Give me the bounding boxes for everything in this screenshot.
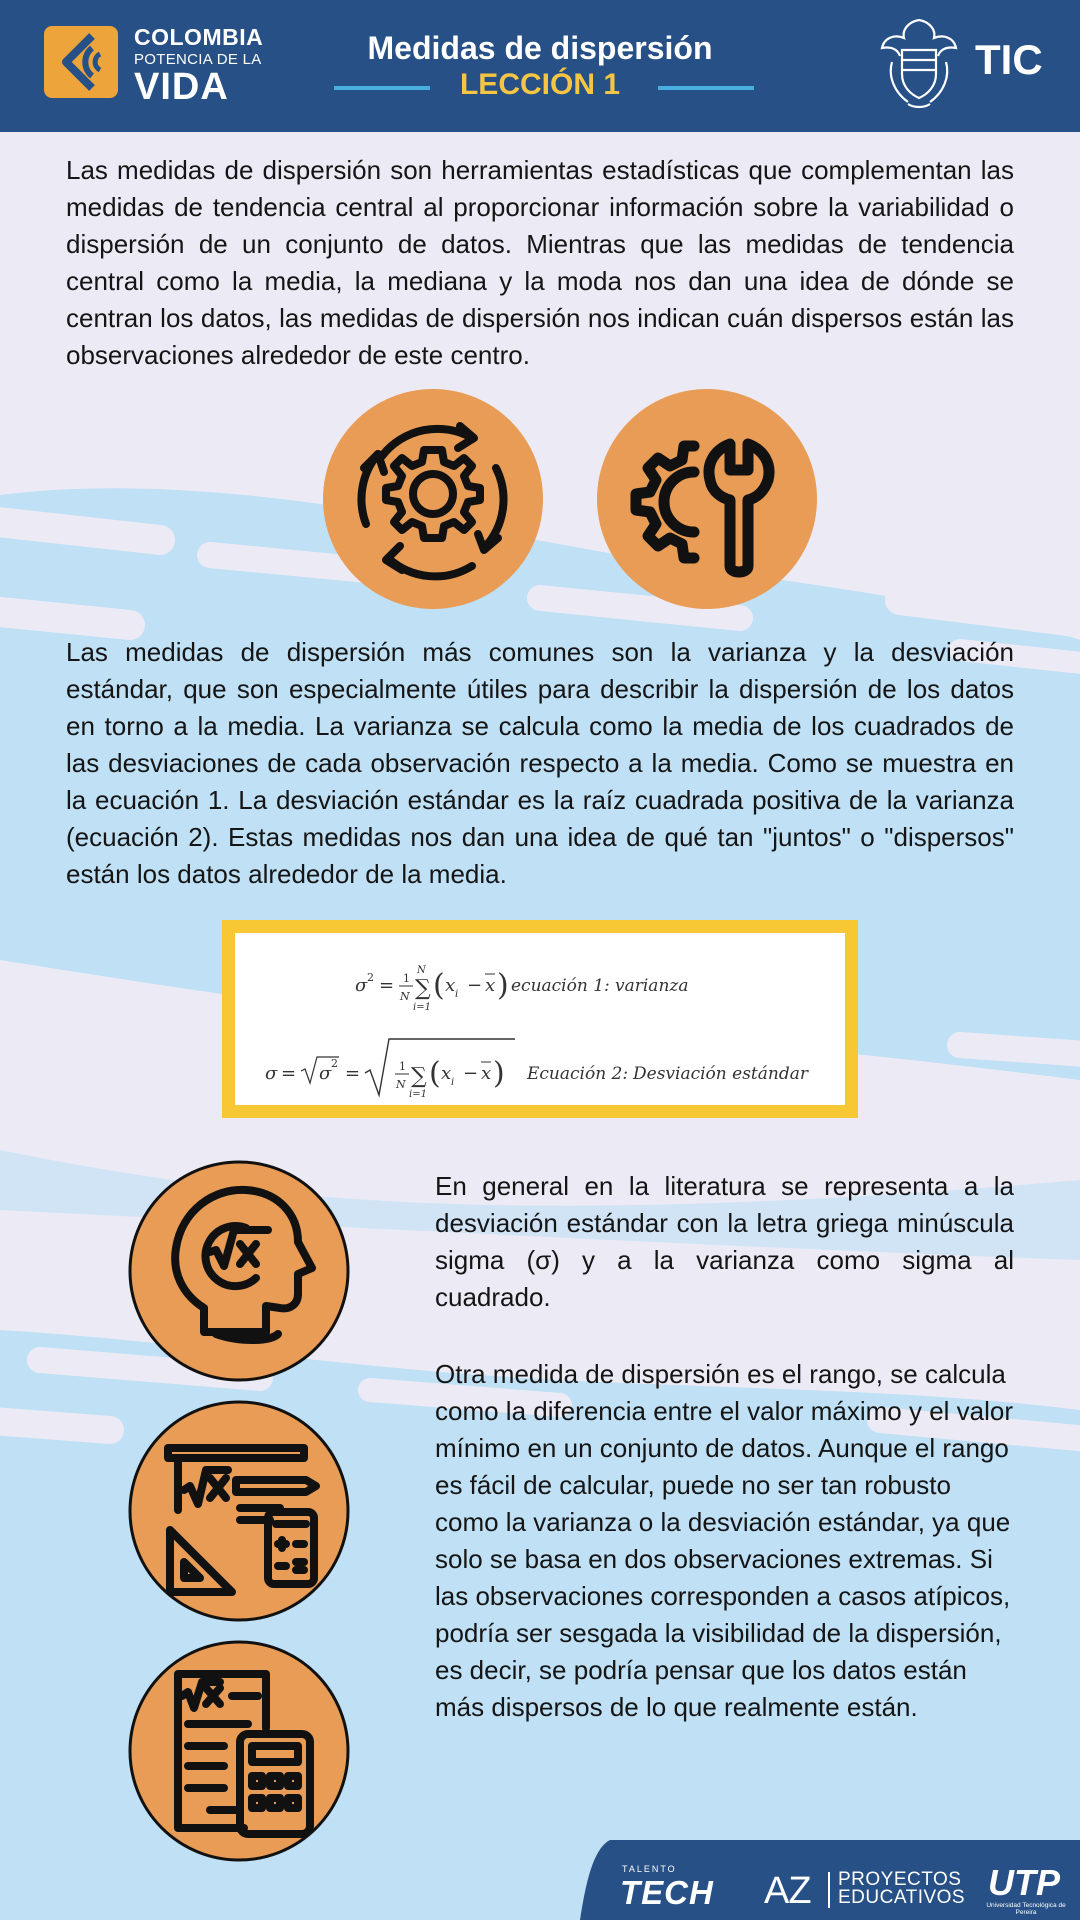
svg-text:(: ( — [433, 968, 445, 1003]
range-paragraph: Otra medida de dispersión es el rango, se calcula como la diferencia entre el valor máximo y el valor mínimo en un conjunto de datos. Aunque el rango es fácil de calcular, puede no ser tan robusto como la varianza o la desviación estándar, ya que solo se basa en dos observaciones extremas. Si las observaciones corresponden a casos atípicos, podría ser sesgada la visibilidad de la dispersión, es decir, se podría pensar que los datos están más dispersos de lo que realmente están. — [435, 1359, 1014, 1722]
svg-text:i: i — [455, 989, 459, 1000]
az-logo: AZ — [764, 1870, 811, 1912]
brand-line-2: POTENCIA DE LA — [134, 51, 262, 68]
svg-text:(: ( — [429, 1056, 441, 1091]
eq1-label: ecuación 1: — [511, 976, 610, 996]
tech-logo: TECH — [620, 1874, 714, 1911]
svg-text:=: = — [379, 975, 395, 996]
colombia-brand-text — [134, 26, 263, 106]
head-sqrt-icon — [128, 1160, 350, 1382]
lesson-label: LECCIÓN 1 — [459, 68, 621, 101]
svg-text:1: 1 — [399, 1060, 406, 1073]
svg-text:N: N — [400, 990, 410, 1003]
utp-subtitle: Universidad Tecnológica de Pereira — [986, 1902, 1066, 1916]
brand-line-3: VIDA — [134, 66, 229, 108]
svg-text:σ: σ — [265, 1063, 278, 1084]
proyectos-educativos-label — [838, 1871, 965, 1907]
sigma-paragraph: En general en la literatura se representa a la desviación estándar con la letra griega minúscula sigma (σ) y a la varianza como sigma al cuadrado. — [435, 1171, 1014, 1312]
brand-line-1: COLOMBIA — [134, 24, 264, 50]
gear-cycle-icon — [322, 388, 544, 610]
eq2-name: Desviación estándar — [633, 1064, 808, 1084]
svg-text:2: 2 — [331, 1057, 338, 1070]
variance-paragraph: Las medidas de dispersión más comunes son la varianza y la desviación estándar, que son especialmente útiles para describir la dispersión de los datos en torno a la media. La varianza se calcula como la media de los cuadrados de las desviaciones de cada observación respecto a la media. Como se muestra en la ecuación 1. La desviación estándar es la raíz cuadrada positiva de la varianza (ecuación 2). Estas medidas nos dan una idea de qué tan "juntos" o "dispersos" están los datos alrededor de la media. — [66, 637, 1014, 889]
svg-text:i=1: i=1 — [409, 1089, 427, 1100]
svg-text:−: − — [467, 975, 483, 996]
title-rule-right — [658, 86, 754, 90]
svg-text:=: = — [281, 1063, 297, 1084]
svg-text:i=1: i=1 — [413, 1002, 431, 1013]
svg-text:x: x — [481, 1063, 492, 1084]
footer-logos — [580, 1840, 1080, 1920]
svg-text:1: 1 — [403, 972, 410, 985]
coat-of-arms-icon — [878, 16, 960, 110]
formula-equations — [235, 933, 845, 1105]
svg-text:−: − — [463, 1063, 479, 1084]
eq2-label: Ecuación 2: — [527, 1064, 629, 1084]
intro-paragraph: Las medidas de dispersión son herramientas estadísticas que complementan las medidas de tendencia central al proporcionar información sobre la variabilidad o dispersión de un conjunto de datos. Mientras que las medidas de tendencia central como la media, la mediana y la moda nos dan una idea de dónde se centran los datos, las medidas de dispersión nos indican cuán dispersos están las observaciones alrededor de este centro. — [66, 155, 1014, 370]
gear-wrench-icon — [596, 388, 818, 610]
svg-text:∑: ∑ — [411, 1064, 427, 1089]
educativos-label: EDUCATIVOS — [838, 1887, 966, 1908]
svg-text:x: x — [445, 975, 456, 996]
colombia-logo-icon — [44, 26, 118, 98]
svg-text:=: = — [345, 1063, 361, 1084]
utp-logo: UTP — [988, 1862, 1060, 1903]
eq1-name: varianza — [615, 976, 689, 996]
calculator-sqrt-icon — [128, 1640, 350, 1862]
tic-label: TIC — [975, 36, 1043, 83]
page-header — [0, 0, 1080, 132]
svg-text:): ) — [493, 1056, 505, 1091]
svg-text:N: N — [417, 965, 426, 976]
board-sqrt-icon — [128, 1400, 350, 1622]
svg-text:σ: σ — [319, 1063, 332, 1084]
page-title: Medidas de dispersión — [367, 30, 713, 66]
svg-text:2: 2 — [367, 971, 374, 984]
svg-text:N: N — [396, 1078, 406, 1091]
svg-text:∑: ∑ — [415, 976, 431, 1001]
svg-text:σ: σ — [355, 975, 368, 996]
formula-panel — [235, 933, 845, 1105]
talento-label: TALENTO — [622, 1864, 677, 1874]
svg-text:i: i — [451, 1077, 455, 1088]
formula-box — [222, 920, 858, 1118]
svg-text:x: x — [485, 975, 496, 996]
svg-text:x: x — [441, 1063, 452, 1084]
proyectos-label: PROYECTOS — [838, 1869, 962, 1890]
svg-text:): ) — [497, 968, 509, 1003]
footer-separator — [828, 1872, 830, 1908]
